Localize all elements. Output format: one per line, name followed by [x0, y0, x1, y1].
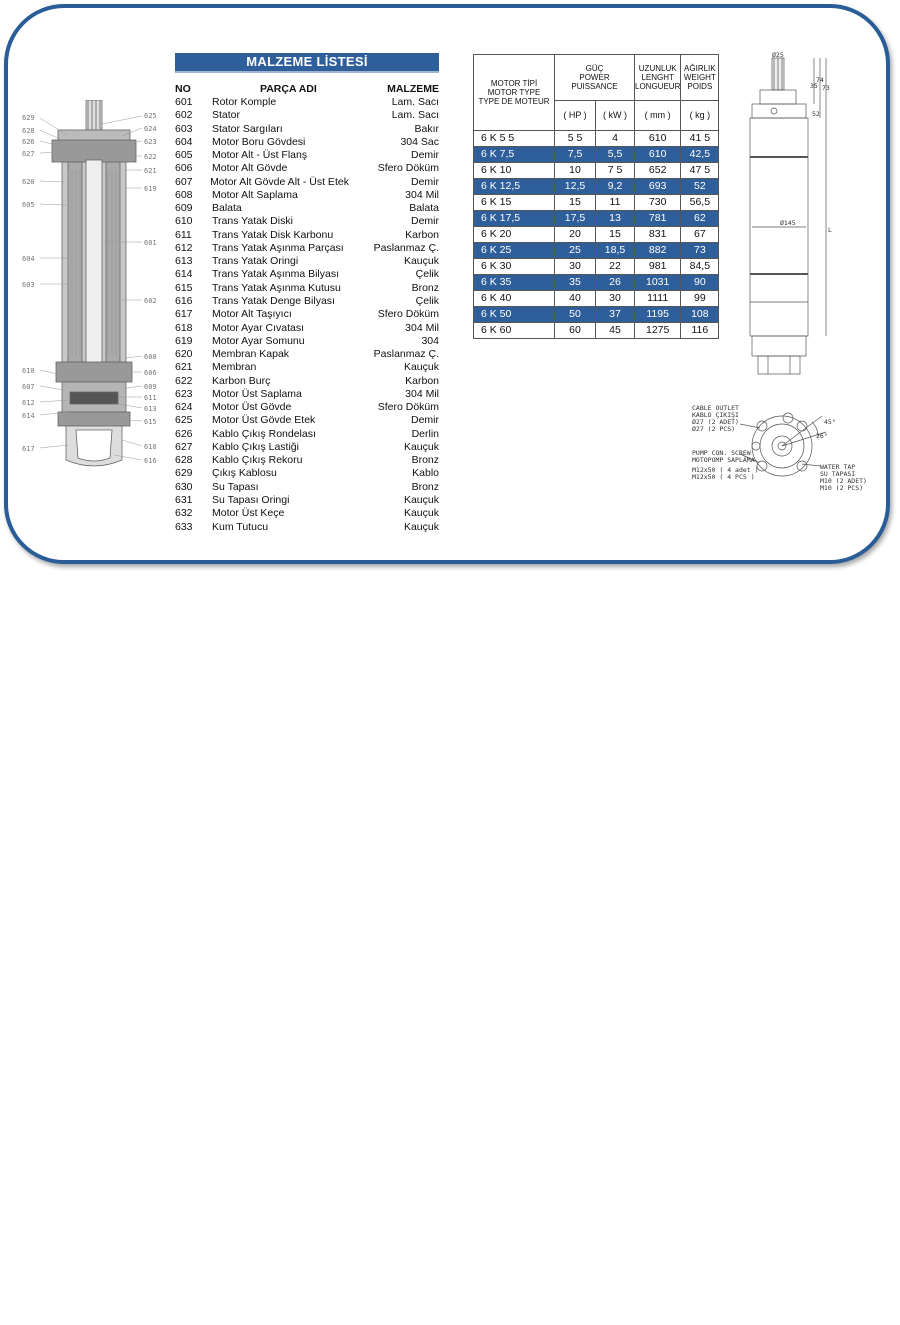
callout-label: 620 — [22, 178, 35, 186]
power-hp-cell: 60 — [555, 323, 596, 339]
top-view-label: Ø27 (2 PCS) — [692, 425, 736, 433]
weight-cell: 47 5 — [681, 163, 719, 179]
callout-label: 606 — [144, 369, 157, 377]
motor-type-cell: 6 K 35 — [474, 275, 555, 291]
power-hp-cell: 10 — [555, 163, 596, 179]
parts-list-row — [175, 202, 439, 215]
part-material: 304 Mil — [405, 387, 439, 400]
part-number: 620 — [175, 348, 193, 361]
weight-cell: 41 5 — [681, 131, 719, 147]
part-name: Motor Ayar Cıvatası — [212, 321, 305, 334]
top-view-label: CABLE OUTLET — [692, 404, 739, 412]
dimension-drawing — [740, 52, 840, 382]
unit-kg: ( kg ) — [681, 101, 719, 131]
callout-label: 602 — [144, 297, 157, 305]
weight-cell: 56,5 — [681, 195, 719, 211]
power-hp-cell: 7,5 — [555, 147, 596, 163]
part-material: Paslanmaz Ç. — [373, 348, 439, 361]
parts-list-row — [175, 322, 439, 335]
power-kw-cell: 15 — [596, 227, 635, 243]
callout-label: 609 — [144, 383, 157, 391]
part-number: 605 — [175, 149, 193, 162]
part-material: Karbon — [405, 228, 439, 241]
motor-type-cell: 6 K 10 — [474, 163, 555, 179]
power-kw-cell: 13 — [596, 211, 635, 227]
motor-row — [474, 227, 719, 243]
callout-label: 604 — [22, 255, 35, 263]
dim-label: Ø25 — [772, 52, 784, 59]
callout-label: 617 — [22, 445, 35, 453]
part-name: Motor Alt Taşıyıcı — [212, 308, 292, 321]
motor-spec-table — [473, 54, 719, 339]
part-name: Stator Sargıları — [212, 122, 283, 135]
part-number: 633 — [175, 520, 193, 533]
parts-list-row — [175, 507, 439, 520]
power-kw-cell: 45 — [596, 323, 635, 339]
top-view-label: SU TAPASI — [820, 470, 856, 478]
part-name: Motor Ayar Somunu — [212, 334, 305, 347]
motor-type-cell: 6 K 30 — [474, 259, 555, 275]
part-material: Kauçuk — [403, 493, 439, 506]
parts-list-rows — [175, 96, 439, 534]
length-cell: 693 — [635, 179, 681, 195]
part-number: 608 — [175, 188, 193, 201]
part-material: Kauçuk — [403, 440, 439, 453]
part-name: Trans Yatak Denge Bilyası — [212, 294, 335, 307]
parts-list-row — [175, 295, 439, 308]
part-material: 304 Mil — [405, 321, 439, 334]
parts-list-row — [175, 494, 439, 507]
power-kw-cell: 22 — [596, 259, 635, 275]
part-number: 613 — [175, 255, 193, 268]
parts-list-row — [175, 467, 439, 480]
part-material: Sfero Döküm — [377, 308, 439, 321]
part-name: Motor Alt Gövde Alt - Üst Etek — [210, 175, 349, 188]
part-material: Kauçuk — [403, 255, 439, 268]
part-number: 612 — [175, 241, 193, 254]
part-material: Çelik — [415, 294, 439, 307]
part-number: 618 — [175, 321, 193, 334]
part-name: Kablo Çıkış Rondelası — [212, 427, 316, 440]
motor-type-cell: 6 K 12,5 — [474, 179, 555, 195]
motor-type-cell: 6 K 40 — [474, 291, 555, 307]
weight-cell: 108 — [681, 307, 719, 323]
callout-label: 616 — [144, 457, 157, 465]
callout-label: 629 — [22, 114, 35, 122]
motor-type-cell: 6 K 20 — [474, 227, 555, 243]
part-material: Bronz — [411, 454, 439, 467]
power-hp-cell: 50 — [555, 307, 596, 323]
power-kw-cell: 9,2 — [596, 179, 635, 195]
callout-label: 623 — [144, 138, 157, 146]
callout-label: 625 — [144, 112, 157, 120]
part-name: Motor Alt - Üst Flanş — [212, 149, 308, 162]
parts-list-row — [175, 255, 439, 268]
motor-row — [474, 243, 719, 259]
callout-label: 610 — [22, 367, 35, 375]
part-name: Motor Üst Gövde — [212, 401, 292, 414]
callout-label: 619 — [144, 185, 157, 193]
part-name: Balata — [212, 202, 242, 215]
part-number: 626 — [175, 427, 193, 440]
motor-row — [474, 259, 719, 275]
dim-label: 35 — [810, 82, 818, 90]
part-name: Su Tapası Oringi — [212, 493, 290, 506]
parts-list-row — [175, 189, 439, 202]
part-number: 629 — [175, 467, 193, 480]
part-name: Kablo Çıkış Rekoru — [212, 454, 303, 467]
part-name: Rotor Komple — [212, 96, 277, 108]
parts-list-row — [175, 162, 439, 175]
part-material: Demir — [411, 414, 439, 427]
power-kw-cell: 18,5 — [596, 243, 635, 259]
part-material: Sfero Döküm — [377, 162, 439, 175]
power-hp-cell: 5 5 — [555, 131, 596, 147]
motor-type-cell: 6 K 17,5 — [474, 211, 555, 227]
weight-cell: 116 — [681, 323, 719, 339]
part-material: Balata — [409, 202, 439, 215]
part-number: 625 — [175, 414, 193, 427]
parts-list-row — [175, 361, 439, 374]
motor-row — [474, 275, 719, 291]
parts-list-row — [175, 149, 439, 162]
part-material: Çelik — [415, 268, 439, 281]
callout-label: 613 — [144, 405, 157, 413]
part-name: Membran Kapak — [212, 348, 290, 361]
parts-list-row — [175, 388, 439, 401]
top-view-label: 26° — [816, 432, 828, 440]
part-material: Demir — [411, 175, 439, 188]
part-material: Demir — [411, 215, 439, 228]
parts-list-row — [175, 96, 439, 109]
top-view-label: Ø27 (2 ADET) — [692, 418, 739, 426]
part-name: Motor Üst Keçe — [212, 507, 285, 520]
part-material: Karbon — [405, 374, 439, 387]
weight-cell: 90 — [681, 275, 719, 291]
unit-kw: ( kW ) — [596, 101, 635, 131]
part-material: 304 — [421, 334, 439, 347]
power-hp-cell: 25 — [555, 243, 596, 259]
part-name: Çıkış Kablosu — [212, 467, 277, 480]
parts-list-row — [175, 109, 439, 122]
part-number: 627 — [175, 440, 193, 453]
top-view-label: M12x50 ( 4 adet ) — [692, 466, 759, 474]
weight-cell: 67 — [681, 227, 719, 243]
callout-label: 615 — [144, 418, 157, 426]
callout-label: 621 — [144, 167, 157, 175]
callout-label: 607 — [22, 383, 35, 391]
unit-hp: ( HP ) — [555, 101, 596, 131]
part-number: 619 — [175, 334, 193, 347]
part-material: Lam. Sacı — [391, 109, 439, 122]
part-number: 609 — [175, 202, 193, 215]
part-number: 631 — [175, 493, 193, 506]
motor-row — [474, 211, 719, 227]
power-kw-cell: 5,5 — [596, 147, 635, 163]
top-view-label: MOTOPOMP SAPLAMA — [692, 456, 755, 464]
part-number: 615 — [175, 281, 193, 294]
part-material: Paslanmaz Ç. — [373, 241, 439, 254]
top-view-label: M10 (2 ADET) — [820, 477, 867, 485]
part-number: 614 — [175, 268, 193, 281]
part-name: Trans Yatak Aşınma Bilyası — [212, 268, 340, 281]
part-number: 610 — [175, 215, 193, 228]
part-material: 304 Sac — [400, 135, 439, 148]
part-name: Membran — [212, 361, 257, 374]
part-material: Demir — [411, 149, 439, 162]
part-material: Kauçuk — [403, 507, 439, 520]
part-material: Bronz — [411, 281, 439, 294]
parts-list-row — [175, 441, 439, 454]
part-material: Sfero Döküm — [377, 401, 439, 414]
power-hp-cell: 12,5 — [555, 179, 596, 195]
length-cell: 1111 — [635, 291, 681, 307]
callout-label: 603 — [22, 281, 35, 289]
motor-row — [474, 307, 719, 323]
part-number: 624 — [175, 401, 193, 414]
header-motor-type: MOTOR TİPİ MOTOR TYPE TYPE DE MOTEUR — [474, 55, 555, 131]
parts-list-row — [175, 375, 439, 388]
callout-label: 622 — [144, 153, 157, 161]
top-view-label: WATER TAP — [820, 463, 856, 471]
weight-cell: 62 — [681, 211, 719, 227]
callout-label: 605 — [22, 201, 35, 209]
length-cell: 610 — [635, 131, 681, 147]
motor-type-cell: 6 K 7,5 — [474, 147, 555, 163]
weight-cell: 99 — [681, 291, 719, 307]
power-kw-cell: 4 — [596, 131, 635, 147]
parts-list-row — [175, 428, 439, 441]
part-number: 616 — [175, 294, 193, 307]
part-name: Kablo Çıkış Lastiği — [212, 440, 299, 453]
top-view-drawing — [690, 402, 868, 498]
part-name: Trans Yatak Disk Karbonu — [212, 228, 334, 241]
part-material: Kauçuk — [403, 361, 439, 374]
part-name: Trans Yatak Diski — [212, 215, 293, 228]
top-view-label: 45° — [824, 418, 836, 426]
part-number: 623 — [175, 387, 193, 400]
parts-list-row — [175, 521, 439, 534]
part-number: 603 — [175, 122, 193, 135]
parts-list-row — [175, 401, 439, 414]
part-name: Motor Boru Gövdesi — [212, 135, 306, 148]
top-view-label: KABLO ÇIKIŞI — [692, 411, 739, 419]
dim-label: 52 — [812, 110, 820, 118]
part-material: Kauçuk — [403, 520, 439, 533]
length-cell: 1031 — [635, 275, 681, 291]
dim-label: L — [828, 226, 832, 234]
parts-list-row — [175, 481, 439, 494]
parts-list-header — [175, 83, 439, 96]
part-material: Bakır — [414, 122, 439, 135]
header-weight: AĞIRLIK WEIGHT POIDS — [681, 55, 719, 101]
header-no: NO — [175, 83, 191, 95]
motor-row — [474, 195, 719, 211]
parts-list-row — [175, 136, 439, 149]
part-name: Karbon Burç — [212, 374, 271, 387]
part-name: Motor Alt Gövde — [212, 162, 288, 175]
dim-label: Ø145 — [780, 219, 796, 227]
part-number: 630 — [175, 480, 193, 493]
parts-list-row — [175, 229, 439, 242]
parts-list-row — [175, 454, 439, 467]
weight-cell: 84,5 — [681, 259, 719, 275]
parts-list-row — [175, 335, 439, 348]
part-number: 632 — [175, 507, 193, 520]
part-number: 604 — [175, 135, 193, 148]
callout-label: 624 — [144, 125, 157, 133]
power-hp-cell: 40 — [555, 291, 596, 307]
length-cell: 831 — [635, 227, 681, 243]
part-material: 304 Mil — [405, 188, 439, 201]
parts-list-row — [175, 176, 439, 189]
part-number: 601 — [175, 96, 193, 108]
length-cell: 981 — [635, 259, 681, 275]
part-number: 621 — [175, 361, 193, 374]
callout-label: 626 — [22, 138, 35, 146]
power-hp-cell: 35 — [555, 275, 596, 291]
header-length: UZUNLUK LENGHT LONGUEUR — [635, 55, 681, 101]
part-name: Su Tapası — [212, 480, 259, 493]
power-kw-cell: 37 — [596, 307, 635, 323]
power-hp-cell: 20 — [555, 227, 596, 243]
part-name: Motor Alt Saplama — [212, 188, 298, 201]
part-number: 617 — [175, 308, 193, 321]
dim-label: 74 — [816, 76, 824, 84]
power-hp-cell: 17,5 — [555, 211, 596, 227]
header-power: GÜÇ POWER PUISSANCE — [555, 55, 635, 101]
length-cell: 781 — [635, 211, 681, 227]
callout-label: 614 — [22, 412, 35, 420]
motor-row — [474, 131, 719, 147]
callout-label: 612 — [22, 399, 35, 407]
part-name: Trans Yatak Aşınma Kutusu — [212, 281, 341, 294]
length-cell: 610 — [635, 147, 681, 163]
part-number: 622 — [175, 374, 193, 387]
power-kw-cell: 26 — [596, 275, 635, 291]
motor-section-drawing — [22, 100, 172, 480]
parts-list — [175, 53, 439, 534]
part-number: 611 — [175, 228, 192, 241]
weight-cell: 73 — [681, 243, 719, 259]
callout-label: 627 — [22, 150, 35, 158]
parts-list-row — [175, 282, 439, 295]
unit-mm: ( mm ) — [635, 101, 681, 131]
power-kw-cell: 30 — [596, 291, 635, 307]
length-cell: 882 — [635, 243, 681, 259]
power-kw-cell: 7 5 — [596, 163, 635, 179]
part-material: Bronz — [411, 480, 439, 493]
part-material: Derlin — [411, 427, 439, 440]
power-kw-cell: 11 — [596, 195, 635, 211]
callout-label: 611 — [144, 394, 157, 402]
parts-list-row — [175, 123, 439, 136]
callout-label: 601 — [144, 239, 157, 247]
part-number: 606 — [175, 162, 193, 175]
part-number: 607 — [175, 175, 193, 188]
top-view-label: M12x50 ( 4 PCS ) — [692, 473, 755, 481]
part-name: Stator — [212, 109, 241, 122]
parts-list-row — [175, 308, 439, 321]
weight-cell: 42,5 — [681, 147, 719, 163]
motor-row — [474, 179, 719, 195]
length-cell: 1195 — [635, 307, 681, 323]
power-hp-cell: 30 — [555, 259, 596, 275]
top-view-label: M10 (2 PCS) — [820, 484, 864, 492]
part-material: Lam. Sacı — [391, 96, 439, 108]
callout-label: 608 — [144, 353, 157, 361]
callout-label: 628 — [22, 127, 35, 135]
motor-row — [474, 323, 719, 339]
length-cell: 730 — [635, 195, 681, 211]
part-name: Motor Üst Saplama — [212, 387, 302, 400]
part-name: Motor Üst Gövde Etek — [212, 414, 316, 427]
motor-type-cell: 6 K 25 — [474, 243, 555, 259]
motor-row — [474, 147, 719, 163]
motor-type-cell: 6 K 15 — [474, 195, 555, 211]
motor-type-cell: 6 K 60 — [474, 323, 555, 339]
parts-list-title: MALZEME LİSTESİ — [175, 53, 439, 73]
dim-label: 73 — [822, 84, 830, 92]
header-part-name: PARÇA ADI — [260, 83, 317, 95]
part-name: Kum Tutucu — [212, 520, 269, 533]
length-cell: 652 — [635, 163, 681, 179]
motor-row — [474, 163, 719, 179]
motor-row — [474, 291, 719, 307]
callout-label: 618 — [144, 443, 157, 451]
part-material: Kablo — [412, 467, 439, 480]
power-hp-cell: 15 — [555, 195, 596, 211]
header-material: MALZEME — [387, 83, 439, 95]
part-name: Trans Yatak Oringi — [212, 255, 299, 268]
motor-rows — [474, 131, 719, 339]
motor-type-cell: 6 K 5 5 — [474, 131, 555, 147]
top-view-label: PUMP CON. SCREW — [692, 449, 751, 457]
parts-list-row — [175, 348, 439, 361]
parts-list-row — [175, 414, 439, 427]
weight-cell: 52 — [681, 179, 719, 195]
parts-list-row — [175, 242, 439, 255]
motor-type-cell: 6 K 50 — [474, 307, 555, 323]
part-number: 602 — [175, 109, 193, 122]
part-number: 628 — [175, 454, 193, 467]
parts-list-row — [175, 215, 439, 228]
length-cell: 1275 — [635, 323, 681, 339]
part-name: Trans Yatak Aşınma Parçası — [212, 241, 344, 254]
parts-list-row — [175, 268, 439, 281]
